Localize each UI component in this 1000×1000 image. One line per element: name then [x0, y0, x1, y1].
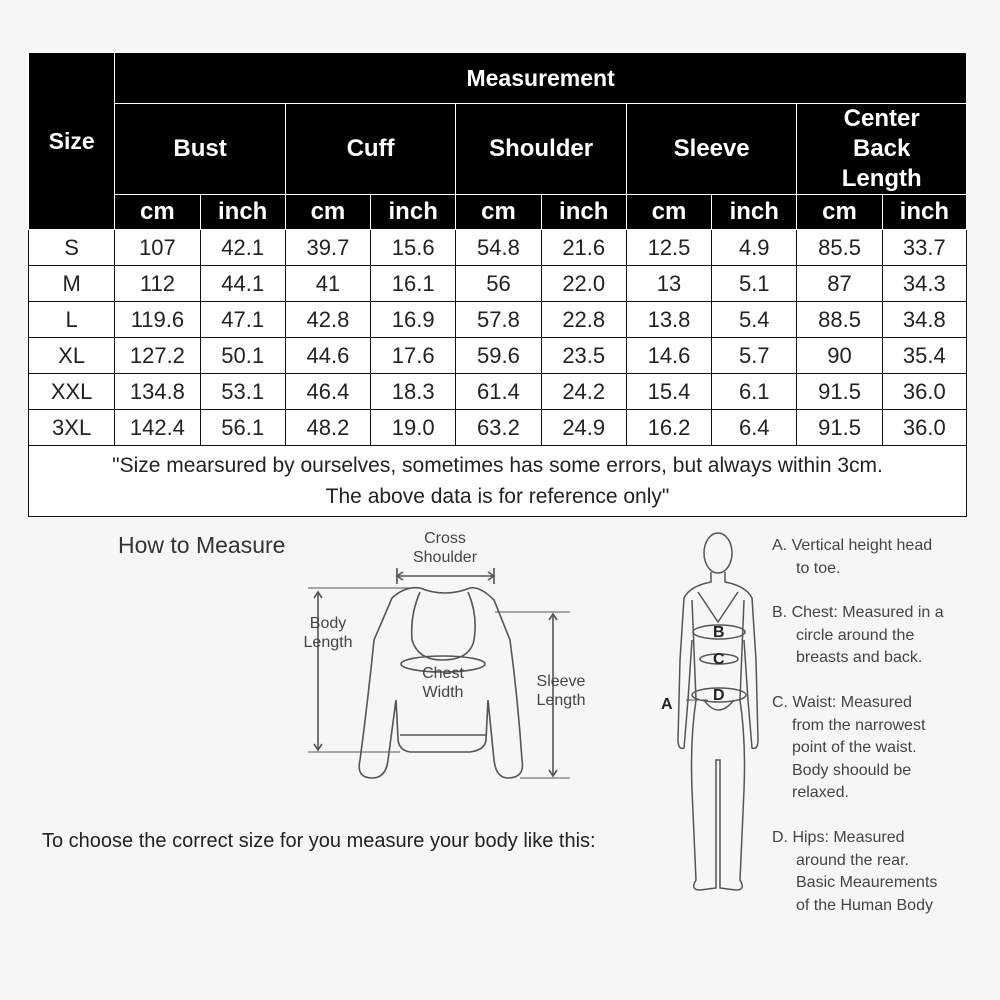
- size-column-header: Size: [29, 53, 115, 230]
- size-cell: XL: [29, 338, 115, 374]
- figure-letter-b: B: [713, 624, 725, 641]
- measurement-cell: 13.8: [626, 302, 711, 338]
- measurement-cell: 15.4: [626, 374, 711, 410]
- measurement-cell: 88.5: [797, 302, 882, 338]
- measurement-cell: 41: [285, 266, 370, 302]
- measurement-cell: 22.8: [541, 302, 626, 338]
- measurement-cell: 22.0: [541, 266, 626, 302]
- measurement-cell: 44.1: [200, 266, 285, 302]
- unit-header: inch: [200, 195, 285, 230]
- measurement-cell: 36.0: [882, 374, 966, 410]
- unit-header: inch: [371, 195, 456, 230]
- measurement-cell: 34.3: [882, 266, 966, 302]
- unit-header: inch: [882, 195, 966, 230]
- measurement-cell: 61.4: [456, 374, 541, 410]
- measurement-cell: 13: [626, 266, 711, 302]
- measurement-cell: 46.4: [285, 374, 370, 410]
- measurement-cell: 142.4: [115, 410, 200, 446]
- measurement-cell: 16.2: [626, 410, 711, 446]
- measurement-cell: 53.1: [200, 374, 285, 410]
- choose-size-instruction: To choose the correct size for you measure your body like this:: [42, 830, 596, 852]
- unit-header: cm: [797, 195, 882, 230]
- chest-width-label: Chest Width: [422, 665, 464, 701]
- measurement-cell: 14.6: [626, 338, 711, 374]
- measurement-cell: 107: [115, 230, 200, 266]
- measurement-cell: 5.7: [712, 338, 797, 374]
- unit-header: cm: [115, 195, 200, 230]
- how-to-measure-title: How to Measure: [118, 532, 286, 558]
- measurement-cell: 48.2: [285, 410, 370, 446]
- center-back-length-header: Center Back Length: [797, 104, 967, 195]
- legend-d: D. Hips: Measured around the rear. Basic Meaurements of the Human Body: [772, 829, 938, 914]
- measurement-cell: 4.9: [712, 230, 797, 266]
- shoulder-header: Shoulder: [456, 104, 627, 195]
- measurement-cell: 5.1: [712, 266, 797, 302]
- legend-c: C. Waist: Measured from the narrowest point of the waist. Body shoould be relaxed.: [772, 694, 926, 801]
- measurement-cell: 18.3: [371, 374, 456, 410]
- human-figure-drawing: [678, 533, 758, 890]
- cross-shoulder-label: Cross Shoulder: [412, 530, 478, 566]
- body-length-label: Body Length: [303, 615, 353, 651]
- measurement-cell: 90: [797, 338, 882, 374]
- measurement-cell: 134.8: [115, 374, 200, 410]
- measurement-cell: 54.8: [456, 230, 541, 266]
- measurement-cell: 91.5: [797, 410, 882, 446]
- measurement-cell: 127.2: [115, 338, 200, 374]
- unit-header: inch: [541, 195, 626, 230]
- size-cell: XXL: [29, 374, 115, 410]
- measurement-cell: 34.8: [882, 302, 966, 338]
- bust-header: Bust: [115, 104, 286, 195]
- size-note-line: "Size mearsured by ourselves, sometimes has some errors, but always within 3cm.: [112, 454, 883, 477]
- size-cell: S: [29, 230, 115, 266]
- measurement-cell: 85.5: [797, 230, 882, 266]
- measurement-cell: 16.9: [371, 302, 456, 338]
- figure-letter-a: A: [661, 696, 673, 713]
- measurement-cell: 24.9: [541, 410, 626, 446]
- measurement-cell: 50.1: [200, 338, 285, 374]
- legend-b: B. Chest: Measured in a circle around the breasts and back.: [772, 604, 944, 666]
- figure-letter-d: D: [713, 687, 725, 704]
- unit-header: cm: [456, 195, 541, 230]
- measurement-cell: 17.6: [371, 338, 456, 374]
- unit-header: inch: [712, 195, 797, 230]
- measurement-cell: 21.6: [541, 230, 626, 266]
- sleeve-header: Sleeve: [626, 104, 797, 195]
- measurement-cell: 19.0: [371, 410, 456, 446]
- measurement-cell: 56: [456, 266, 541, 302]
- size-cell: L: [29, 302, 115, 338]
- measurement-cell: 6.1: [712, 374, 797, 410]
- measurement-cell: 24.2: [541, 374, 626, 410]
- measurement-header: Measurement: [115, 53, 967, 104]
- measurement-cell: 36.0: [882, 410, 966, 446]
- measurement-cell: 6.4: [712, 410, 797, 446]
- measurement-cell: 42.1: [200, 230, 285, 266]
- measurement-cell: 12.5: [626, 230, 711, 266]
- measurement-cell: 119.6: [115, 302, 200, 338]
- size-note-line: The above data is for reference only": [325, 485, 670, 508]
- figure-letter-c: C: [713, 651, 725, 668]
- size-cell: M: [29, 266, 115, 302]
- measurement-cell: 15.6: [371, 230, 456, 266]
- measurement-cell: 56.1: [200, 410, 285, 446]
- measurement-cell: 39.7: [285, 230, 370, 266]
- measurement-cell: 63.2: [456, 410, 541, 446]
- measurement-cell: 87: [797, 266, 882, 302]
- sleeve-length-label: Sleeve Length: [536, 673, 586, 709]
- size-cell: 3XL: [29, 410, 115, 446]
- legend-a: A. Vertical height head to toe.: [772, 537, 933, 577]
- measurement-cell: 16.1: [371, 266, 456, 302]
- measurement-cell: 47.1: [200, 302, 285, 338]
- measurement-cell: 33.7: [882, 230, 966, 266]
- measurement-cell: 59.6: [456, 338, 541, 374]
- cuff-header: Cuff: [285, 104, 456, 195]
- measurement-cell: 91.5: [797, 374, 882, 410]
- measurement-cell: 112: [115, 266, 200, 302]
- measurement-cell: 57.8: [456, 302, 541, 338]
- measurement-cell: 42.8: [285, 302, 370, 338]
- unit-header: cm: [626, 195, 711, 230]
- unit-header: cm: [285, 195, 370, 230]
- measurement-cell: 5.4: [712, 302, 797, 338]
- measurement-cell: 23.5: [541, 338, 626, 374]
- measurement-cell: 44.6: [285, 338, 370, 374]
- measurement-cell: 35.4: [882, 338, 966, 374]
